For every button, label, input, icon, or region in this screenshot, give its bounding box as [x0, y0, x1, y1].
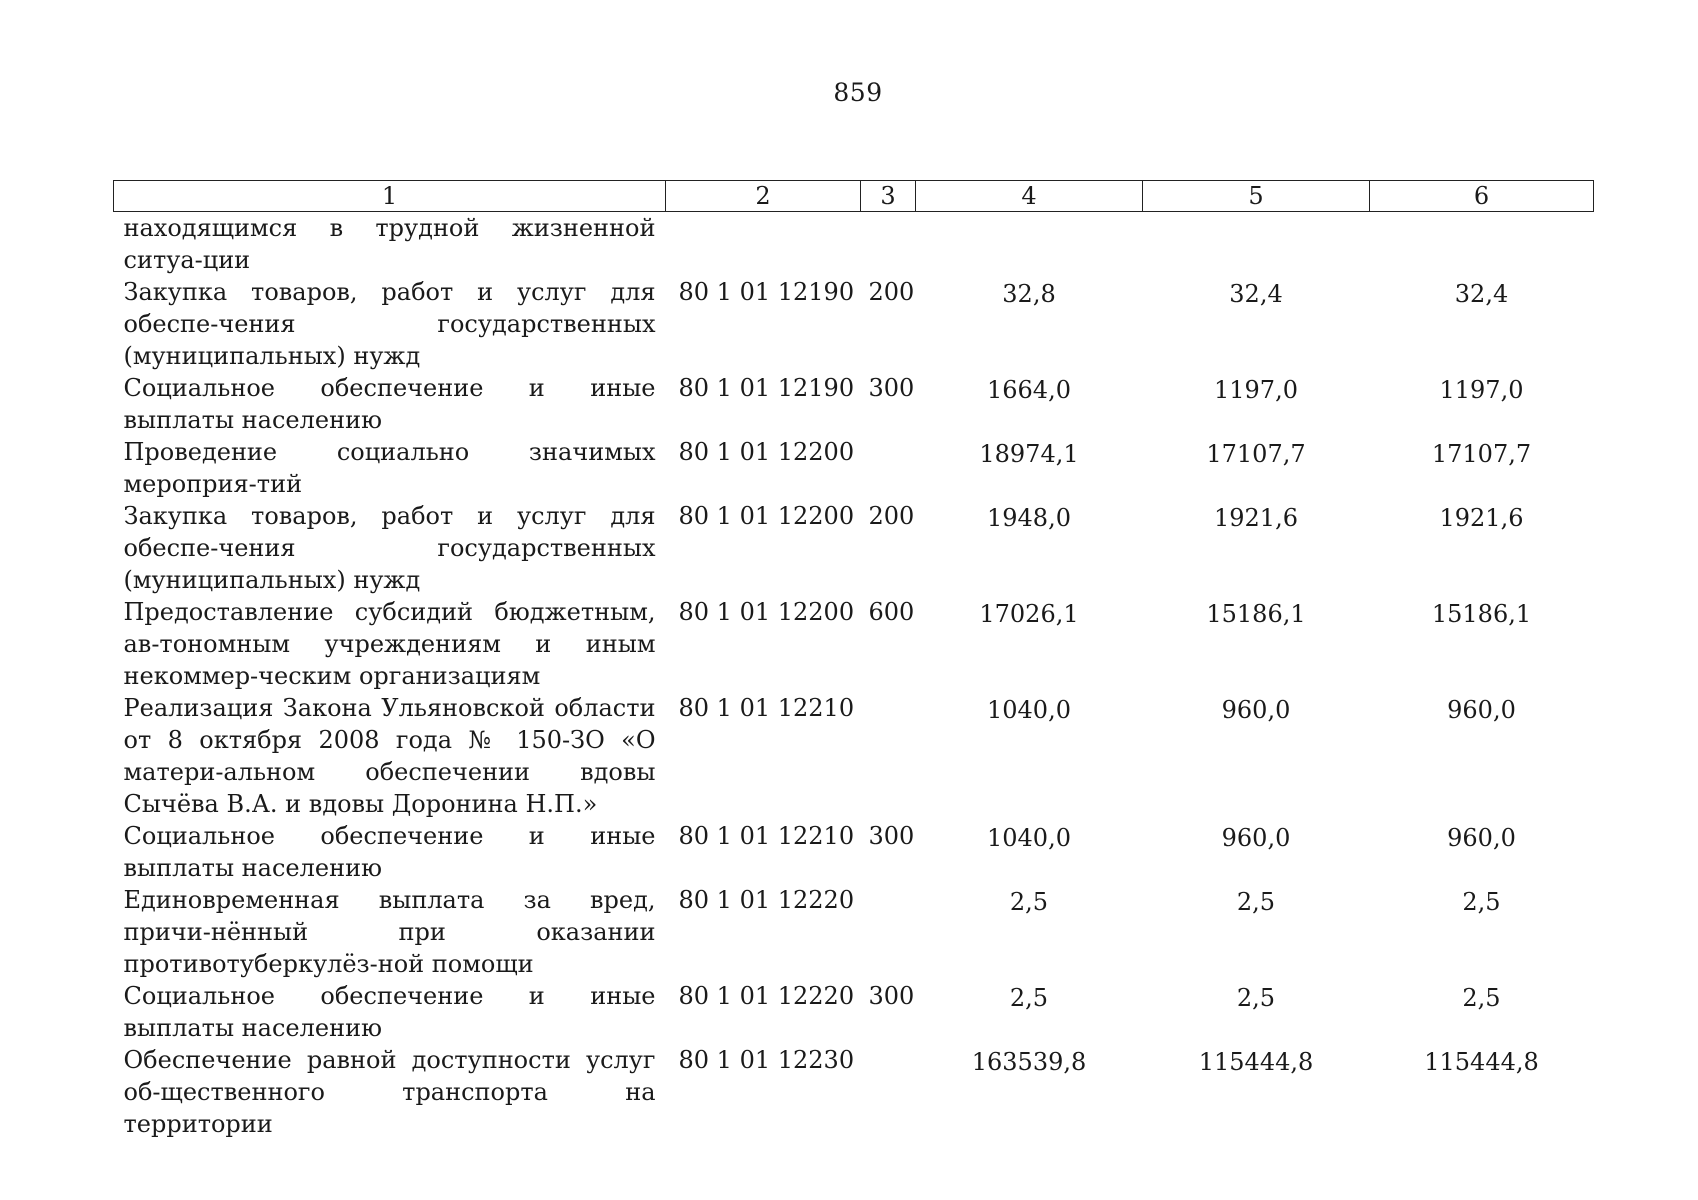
row-name: Единовременная выплата за вред, причи-нённый при оказании противотуберкулёз-ной помощи [123, 886, 656, 978]
row-code: 80 1 01 12190 [678, 374, 855, 402]
row-value-5: 1197,0 [1214, 376, 1298, 404]
row-code: 80 1 01 12200 [678, 502, 855, 530]
row-value-4: 163539,8 [971, 1048, 1087, 1076]
row-value-6 [1370, 212, 1594, 277]
row-value-4: 1040,0 [987, 696, 1071, 724]
row-value-6: 115444,8 [1424, 1048, 1539, 1076]
table-row [114, 500, 1594, 596]
row-value-5: 32,4 [1229, 280, 1283, 308]
row-code: 80 1 01 12190 [678, 278, 855, 306]
row-code: 80 1 01 12220 [678, 886, 855, 914]
row-code: 80 1 01 12210 [678, 822, 855, 850]
table-row [114, 820, 1594, 884]
column-header-1: 1 [114, 181, 666, 212]
row-value-4: 1664,0 [987, 376, 1071, 404]
row-name: Социальное обеспечение и иные выплаты населению [123, 374, 656, 434]
row-value-4 [916, 212, 1143, 277]
row-expense-type [861, 212, 916, 277]
row-value-5: 1921,6 [1214, 504, 1298, 532]
row-value-5: 2,5 [1236, 888, 1276, 916]
row-code: 80 1 01 12200 [678, 438, 855, 466]
row-value-6: 1197,0 [1439, 376, 1524, 404]
row-name: Обеспечение равной доступности услуг об-щественного транспорта на территории [123, 1046, 656, 1138]
table-row [114, 276, 1594, 372]
row-value-6: 2,5 [1462, 984, 1501, 1012]
row-expense-type [861, 692, 916, 820]
table-row [114, 596, 1594, 692]
row-expense-type: 300 [868, 374, 915, 402]
budget-table [113, 180, 1594, 1140]
row-value-6: 960,0 [1447, 824, 1516, 852]
table-row [114, 372, 1594, 436]
row-value-4: 17026,1 [979, 600, 1079, 628]
row-value-6: 17107,7 [1431, 440, 1532, 468]
row-name: находящимся в трудной жизненной ситуа-ции [123, 214, 656, 274]
row-expense-type: 300 [868, 982, 915, 1010]
row-value-4: 18974,1 [979, 440, 1079, 468]
row-code: 80 1 01 12210 [678, 694, 855, 722]
row-value-5: 960,0 [1221, 696, 1291, 724]
row-value-5 [1143, 212, 1370, 277]
row-name: Социальное обеспечение и иные выплаты населению [123, 982, 656, 1042]
row-expense-type: 600 [868, 598, 915, 626]
row-value-6: 32,4 [1454, 280, 1509, 308]
column-header-5: 5 [1143, 181, 1370, 212]
page-number: 859 [833, 78, 883, 107]
row-name: Проведение социально значимых мероприя-тий [123, 438, 656, 498]
row-name: Закупка товаров, работ и услуг для обеспе-чения государственных (муниципальных) нужд [123, 502, 656, 594]
column-header-2: 2 [666, 181, 861, 212]
row-value-5: 15186,1 [1206, 600, 1306, 628]
row-value-6: 960,0 [1447, 696, 1516, 724]
row-value-5: 17107,7 [1206, 440, 1306, 468]
column-header-4: 4 [916, 181, 1143, 212]
row-code [666, 212, 861, 277]
row-value-6: 2,5 [1462, 888, 1501, 916]
row-value-4: 2,5 [1009, 984, 1049, 1012]
row-value-4: 2,5 [1009, 888, 1049, 916]
table-row [114, 692, 1594, 820]
row-value-4: 32,8 [1002, 280, 1056, 308]
table-row [114, 980, 1594, 1044]
column-header-6: 6 [1370, 181, 1594, 212]
row-name: Закупка товаров, работ и услуг для обеспе-чения государственных (муниципальных) нужд [123, 278, 656, 370]
row-value-5: 115444,8 [1198, 1048, 1314, 1076]
column-header-3: 3 [861, 181, 916, 212]
row-value-4: 1040,0 [987, 824, 1071, 852]
row-expense-type [861, 1044, 916, 1140]
table-row [114, 436, 1594, 500]
row-value-5: 960,0 [1221, 824, 1291, 852]
row-name: Социальное обеспечение и иные выплаты населению [123, 822, 656, 882]
table-header-row [114, 181, 1594, 212]
row-name: Реализация Закона Ульяновской области от 8 октября 2008 года № 150-ЗО «О матери-альном обеспечении вдовы Сычёва В.А. и вдовы Доронина Н.П.» [123, 694, 656, 818]
row-expense-type [861, 436, 916, 500]
row-name: Предоставление субсидий бюджетным, ав-тономным учреждениям и иным некоммер-ческим организациям [123, 598, 656, 690]
row-expense-type: 200 [868, 502, 915, 530]
row-value-6: 15186,1 [1431, 600, 1532, 628]
row-expense-type [861, 884, 916, 980]
table-row [114, 212, 1594, 277]
row-value-5: 2,5 [1236, 984, 1276, 1012]
row-code: 80 1 01 12200 [678, 598, 855, 626]
row-expense-type: 300 [868, 822, 915, 850]
table-row [114, 1044, 1594, 1140]
row-value-4: 1948,0 [987, 504, 1071, 532]
row-value-6: 1921,6 [1439, 504, 1524, 532]
row-expense-type: 200 [868, 278, 915, 306]
row-code: 80 1 01 12220 [678, 982, 855, 1010]
table-row [114, 884, 1594, 980]
row-code: 80 1 01 12230 [678, 1046, 855, 1074]
